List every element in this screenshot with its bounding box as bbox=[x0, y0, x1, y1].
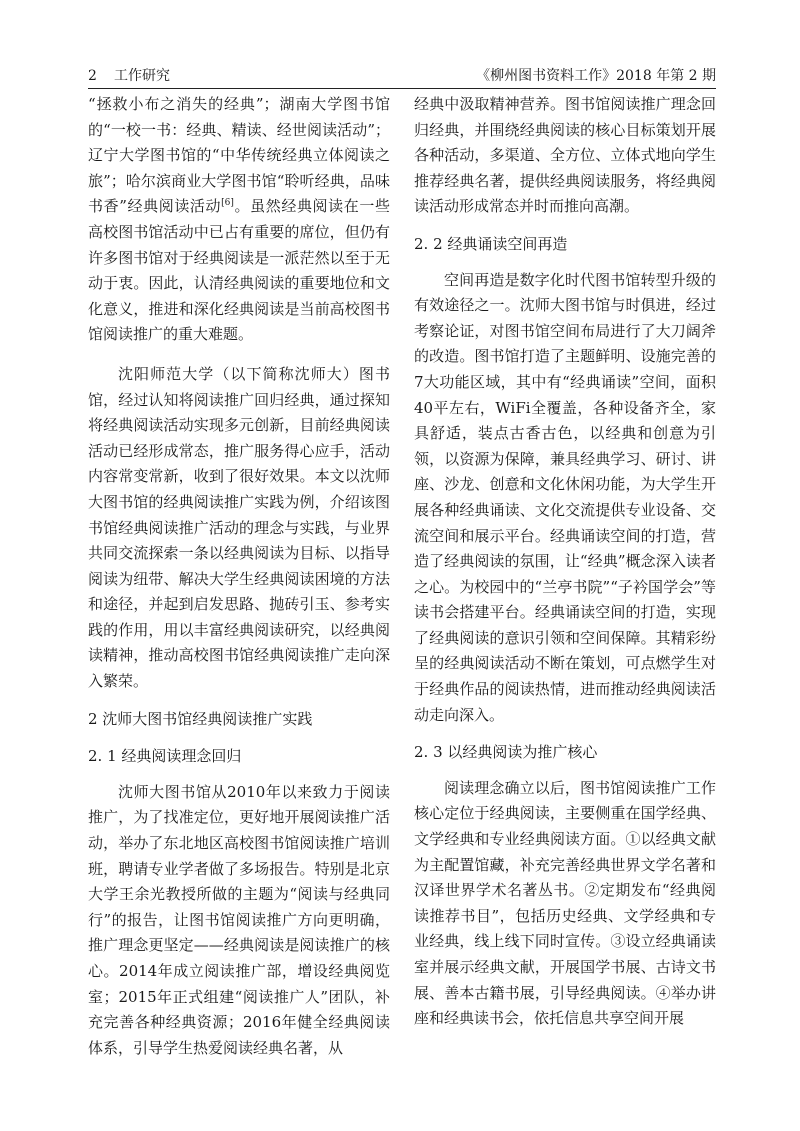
subsection-heading: 2. 2 经典诵读空间再造 bbox=[414, 234, 568, 253]
running-header bbox=[88, 66, 716, 86]
paragraph-text: “拯救小布之消失的经典”；湖南大学图书馆的“一校一书：经典、精读、经世阅读活动”；辽宁大学图书馆的“中华传统经典立体阅读之旅”；哈尔滨商业大学图书馆“聆听经典，品味书香”经典阅读活动 bbox=[88, 95, 390, 216]
paragraph-continued: 经典中汲取精神营养。图书馆阅读推广理念回归经典，并围绕经典阅读的核心目标策划开展各种活动，多渠道、全方位、立体式地向学生推荐经典名著，提供经典阅读服务，将经典阅读活动形成常态并时而推向高潮。 bbox=[414, 95, 716, 216]
left-column bbox=[88, 92, 390, 1102]
paragraph-text: 。虽然经典阅读在一些高校图书馆活动中已占有重要的席位，但仍有许多图书馆对于经典阅读是一派茫然以至于无动于衷。因此，认清经典阅读的重要地位和文化意义，推进和深化经典阅读是当前高校图书馆阅读推广的重大难题。 bbox=[88, 197, 390, 344]
citation-reference: [6] bbox=[221, 198, 234, 209]
subsection-heading: 2. 1 经典阅读理念回归 bbox=[88, 747, 242, 766]
right-column bbox=[414, 92, 716, 1102]
header-divider bbox=[88, 88, 716, 89]
section-label: 工作研究 bbox=[114, 68, 170, 84]
paragraph: 沈阳师范大学（以下简称沈师大）图书馆，经过认知将阅读推广回归经典，通过探知将经典阅读活动实现多元创新，目前经典阅读活动已经形成常态，推广服务得心应手，活动内容常变常新，收到了很好效果。本文以沈师大图书馆的经典阅读推广实践为例，介绍该图书馆经典阅读推广活动的理念与实践，与业界共同交流探索一条以经典阅读为目标、以指导阅读为纽带、解决大学生经典阅读困境的方法和途径，并起到启发思路、抛砖引玉、参考实践的作用，用以丰富经典阅读研究，以经典阅读精神，推动高校图书馆经典阅读推广走向深入繁荣。 bbox=[88, 364, 390, 691]
journal-title: 《柳州图书资料工作》2018 年第 2 期 bbox=[476, 68, 716, 84]
section-heading: 2 沈师大图书馆经典阅读推广实践 bbox=[88, 709, 313, 728]
page-number: 2 bbox=[88, 68, 97, 84]
paragraph: 空间再造是数字化时代图书馆转型升级的有效途径之一。沈师大图书馆与时俱进，经过考察论证，对图书馆空间布局进行了大刀阔斧的改造。图书馆打造了主题鲜明、设施完善的7大功能区域，其中有“经典诵读”空间，面积40平左右，WiFi全覆盖，各种设备齐全，家具舒适，装点古香古色，以经典和创意为引领，以资源为保障，兼具经典学习、研讨、讲座、沙龙、创意和文化休闲功能，为大学生开展各种经典诵读、文化交流提供专业设备、交流空间和展示平台。经典诵读空间的打造，营造了经典阅读的氛围，让“经典”概念深入读者之心。为校园中的“兰亭书院”“子衿国学会”等读书会搭建平台。经典诵读空间的打造，实现了经典阅读的意识引领和空间保障。其精彩纷呈的经典阅读活动不断在策划，可点燃学生对于经典作品的阅读热情，进而推动经典阅读活动走向深入。 bbox=[414, 270, 716, 724]
paragraph: 沈师大图书馆从2010年以来致力于阅读推广，为了找准定位，更好地开展阅读推广活动，举办了东北地区高校图书馆阅读推广培训班，聘请专业学者做了多场报告。特别是北京大学王余光教授所做的主题为“阅读与经典同行”的报告，让图书馆阅读推广方向更明确，推广理念更坚定——经典阅读是阅读推广的核心。2014年成立阅读推广部，增设经典阅览室；2015年正式组建“阅读推广人”团队，补充完善各种经典资源；2016年健全经典阅读体系，引导学生热爱阅读经典名著，从 bbox=[88, 782, 390, 1057]
paragraph: 阅读理念确立以后，图书馆阅读推广工作核心定位于经典阅读，主要侧重在国学经典、文学经典和专业经典阅读方面。①以经典文献为主配置馆藏，补充完善经典世界文学名著和汉译世界学术名著丛书。②定期发布“经典阅读推荐书目”，包括历史经典、文学经典和专业经典，线上线下同时宣传。③设立经典诵读室并展示经典文献，开展国学书展、古诗文书展、善本古籍书展，引导经典阅读。④举办讲座和经典读书会，依托信息共享空间开展 bbox=[414, 778, 716, 1028]
paragraph-continued bbox=[88, 92, 390, 348]
subsection-heading: 2. 3 以经典阅读为推广核心 bbox=[414, 743, 598, 762]
